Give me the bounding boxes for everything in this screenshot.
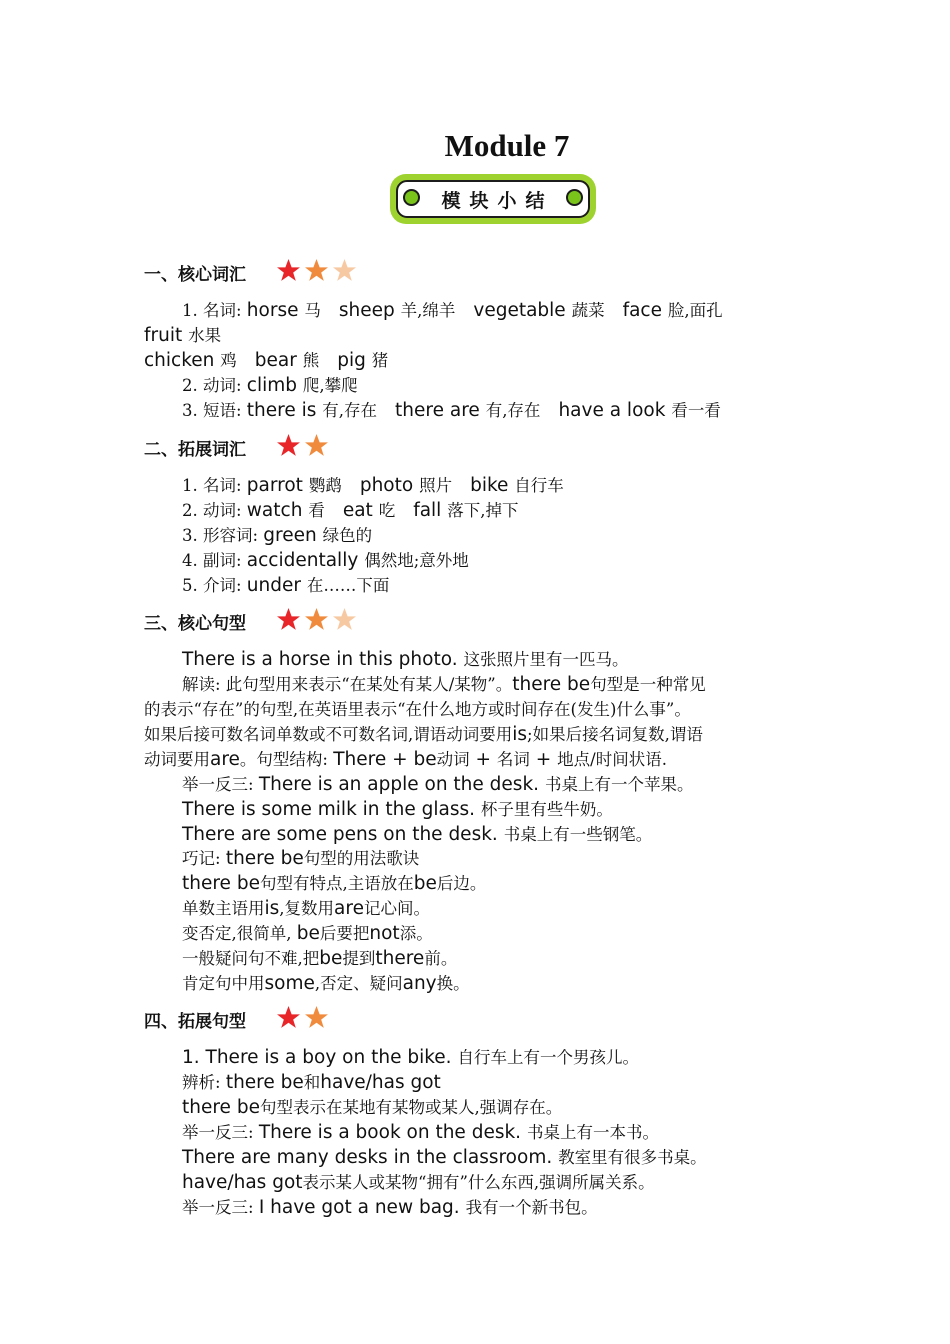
rhyme-line: 一般疑问句不难,把be提到there前。 [182, 948, 458, 969]
vocab-line: 1. 名词: parrot 鹦鹉 photo 照片 bike 自行车 [182, 475, 564, 496]
vocab-line: 3. 形容词: green 绿色的 [182, 525, 373, 546]
vocab-line: fruit 水果 [144, 325, 222, 346]
mnemonic-line: 巧记: there be句型的用法歌诀 [182, 848, 420, 869]
example-line: There are some pens on the desk. 书桌上有一些钢笔。 [182, 824, 653, 845]
section-heading: 三、核心句型 [144, 614, 246, 634]
rating-stars [276, 258, 355, 288]
sentence-line: 1. There is a boy on the bike. 自行车上有一个男孩儿。 [182, 1047, 639, 1068]
analysis-line: 辨析: there be和have/has got [182, 1072, 441, 1093]
example-line: 举一反三: There is an apple on the desk. 书桌上有一个苹果。 [182, 774, 694, 795]
star-icon [332, 607, 357, 632]
vocab-line: 3. 短语: there is 有,存在 there are 有,存在 have a look 看一看 [182, 400, 721, 421]
page-title: Module 7 [444, 128, 570, 163]
star-icon [276, 1005, 301, 1030]
vocab-line: 4. 副词: accidentally 偶然地;意外地 [182, 550, 469, 571]
explanation-line: 的表示“存在”的句型,在英语里表示“在什么地方或时间存在(发生)什么事”。 [144, 700, 691, 719]
rating-stars [276, 433, 327, 463]
example-line: 举一反三: I have got a new bag. 我有一个新书包。 [182, 1197, 598, 1218]
analysis-line: have/has got表示某人或某物“拥有”什么东西,强调所属关系。 [182, 1172, 655, 1193]
star-icon [276, 433, 301, 458]
star-icon [304, 258, 329, 283]
explanation-line: 动词要用are。句型结构: There + be动词 + 名词 + 地点/时间状语. [144, 749, 667, 770]
vocab-line: 2. 动词: watch 看 eat 吃 fall 落下,掉下 [182, 500, 519, 521]
explanation-line: 如果后接可数名词单数或不可数名词,谓语动词要用is;如果后接名词复数,谓语 [144, 724, 703, 745]
star-icon [304, 433, 329, 458]
vocab-line: 5. 介词: under 在……下面 [182, 575, 390, 596]
analysis-line: there be句型表示在某地有某物或某人,强调存在。 [182, 1097, 563, 1118]
section-heading: 四、拓展句型 [144, 1012, 246, 1032]
sentence-line: There is a horse in this photo. 这张照片里有一匹马。 [182, 649, 629, 670]
rating-stars [276, 607, 355, 637]
rhyme-line: 变否定,很简单, be后要把not添。 [182, 923, 433, 944]
vocab-line: 1. 名词: horse 马 sheep 羊,绵羊 vegetable 蔬菜 face 脸,面孔 [182, 300, 723, 321]
star-icon [276, 258, 301, 283]
section-heading: 一、核心词汇 [144, 265, 246, 285]
rhyme-line: there be句型有特点,主语放在be后边。 [182, 873, 487, 894]
section-heading: 二、拓展词汇 [144, 440, 246, 460]
example-line: There is some milk in the glass. 杯子里有些牛奶。 [182, 799, 613, 820]
rhyme-line: 肯定句中用some,否定、疑问any换。 [182, 973, 470, 994]
star-icon [332, 258, 357, 283]
example-line: There are many desks in the classroom. 教室里有很多书桌。 [182, 1147, 707, 1168]
example-line: 举一反三: There is a book on the desk. 书桌上有一本书。 [182, 1122, 659, 1143]
vocab-line: 2. 动词: climb 爬,攀爬 [182, 375, 358, 396]
module-summary-badge [390, 174, 596, 224]
rating-stars [276, 1005, 327, 1035]
star-icon [304, 1005, 329, 1030]
star-icon [304, 607, 329, 632]
star-icon [276, 607, 301, 632]
rhyme-line: 单数主语用is,复数用are记心间。 [182, 898, 430, 919]
explanation-line: 解读: 此句型用来表示“在某处有某人/某物”。there be句型是一种常见 [182, 674, 706, 695]
badge-label: 模块小结 [441, 190, 554, 212]
vocab-line: chicken 鸡 bear 熊 pig 猪 [144, 350, 389, 371]
